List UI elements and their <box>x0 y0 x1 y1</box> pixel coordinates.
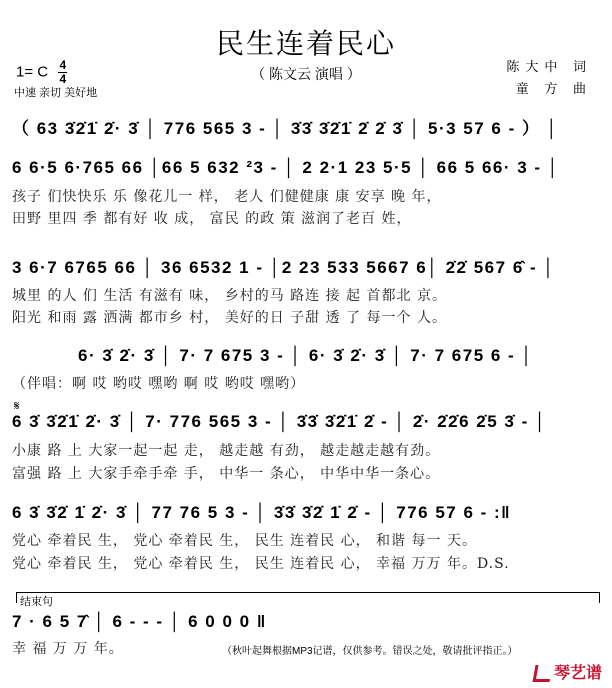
line2-notes: 3 6·7 6765 66 │ 36 6532 1 - │2 23 533 5667 6│ 2̇2̇ 567 6̂ - │ <box>12 258 556 277</box>
ending-label: 结束句 <box>20 596 53 608</box>
key-label: 1= C <box>16 63 49 81</box>
line3-lyrics: （伴唱：啊 哎 哟哎 嘿哟 啊 哎 哟哎 嘿哟） <box>12 376 306 392</box>
line5-lyrics-verse2: 党心 牵着民 生， 党心 牵着民 生， 民生 连着民 心， 幸福 万万 年。D.S. <box>12 556 510 572</box>
segno-icon: 𝄋 <box>14 398 20 413</box>
line1-notes: 6 6·5 6·765 66 │66 5 632 ²3 - │ 2 2·1 23 5·5 │ 66 5 66· 3 - │ <box>12 158 560 177</box>
transcription-footnote: （秋叶起舞根据MP3记谱，仅供参考。错误之处，敬请批评指正。） <box>222 646 518 657</box>
tempo-marking: 中速 亲切 美好地 <box>14 87 98 99</box>
line4-lyrics-verse2: 富强 路 上 大家手牵手牵 手， 中华一 条心， 中华中华一条心。 <box>12 466 441 482</box>
lyricist-credit: 陈大中 词 <box>506 59 592 74</box>
composer-credit: 童 方 曲 <box>515 81 592 96</box>
line2-lyrics-verse1: 城里 的人 们 生活 有滋有 味， 乡村的马 路连 接 起 首都北 京。 <box>12 288 447 304</box>
time-signature: $\frac{4}{4}$ <box>59 58 67 86</box>
intro-notes: （ 63 3̇2̇1̇ 2̇· 3̇ │ 776 565 3 - │ 3̇3̇ 3̇2̇1̇ 2̇ 2̇ 3̇ │ 5·3 57 6 - ） │ <box>12 119 559 138</box>
singer-credit: （ 陈文云 演唱 ） <box>251 66 361 82</box>
song-title: 民生连着民心 <box>215 28 396 59</box>
key-signature <box>16 60 67 85</box>
logo-icon <box>532 665 552 682</box>
ending-bracket <box>16 592 600 603</box>
line6-lyrics: 幸 福 万 万 年。 <box>12 641 124 657</box>
watermark-logo: 琴艺谱 <box>534 660 602 683</box>
line5-lyrics-verse1: 党心 牵着民 生， 党心 牵着民 生， 民生 连着民 心， 和谐 每一 天。 <box>12 533 477 549</box>
line5-notes: 6 3̇ 3̇2̇ 1̇ 2̇· 3̇ │ 77 76 5 3 - │ 3̇3̇ 3̇2̇ 1̇ 2̇ - │ 776 57 6 - :‖ <box>12 503 512 522</box>
line4-notes: 6 3̇ 3̇2̇1̇ 2̇· 3̇ │ 7· 776 565 3 - │ 3̇3̇ 3̇2̇1̇ 2̇ - │ 2̇· 2̇2̇6 2̇5 3̇ - │ <box>12 412 548 431</box>
line1-lyrics-verse2: 田野 里四 季 都有好 收 成， 富民 的政 策 滋润了老百 姓， <box>12 211 412 227</box>
line1-lyrics-verse1: 孩子 们快快乐 乐 像花儿一 样， 老人 们健健康 康 安享 晚 年， <box>12 189 442 205</box>
line6-notes: 7 · 6 5 7̂ │ 6 - - - │ 6 0 0 0 ‖ <box>12 612 267 631</box>
line2-lyrics-verse2: 阳光 和雨 露 洒满 都市乡 村， 美好的日 子甜 透 了 每一个 人。 <box>12 310 447 326</box>
line3-notes: 6· 3̇ 2̇· 3̇ │ 7· 7 675 3 - │ 6· 3̇ 2̇· 3̇ │ 7· 7 675 6 - │ <box>78 346 534 365</box>
line4-lyrics-verse1: 小康 路 上 大家一起一起 走， 越走越 有劲， 越走越走越有劲。 <box>12 443 441 459</box>
